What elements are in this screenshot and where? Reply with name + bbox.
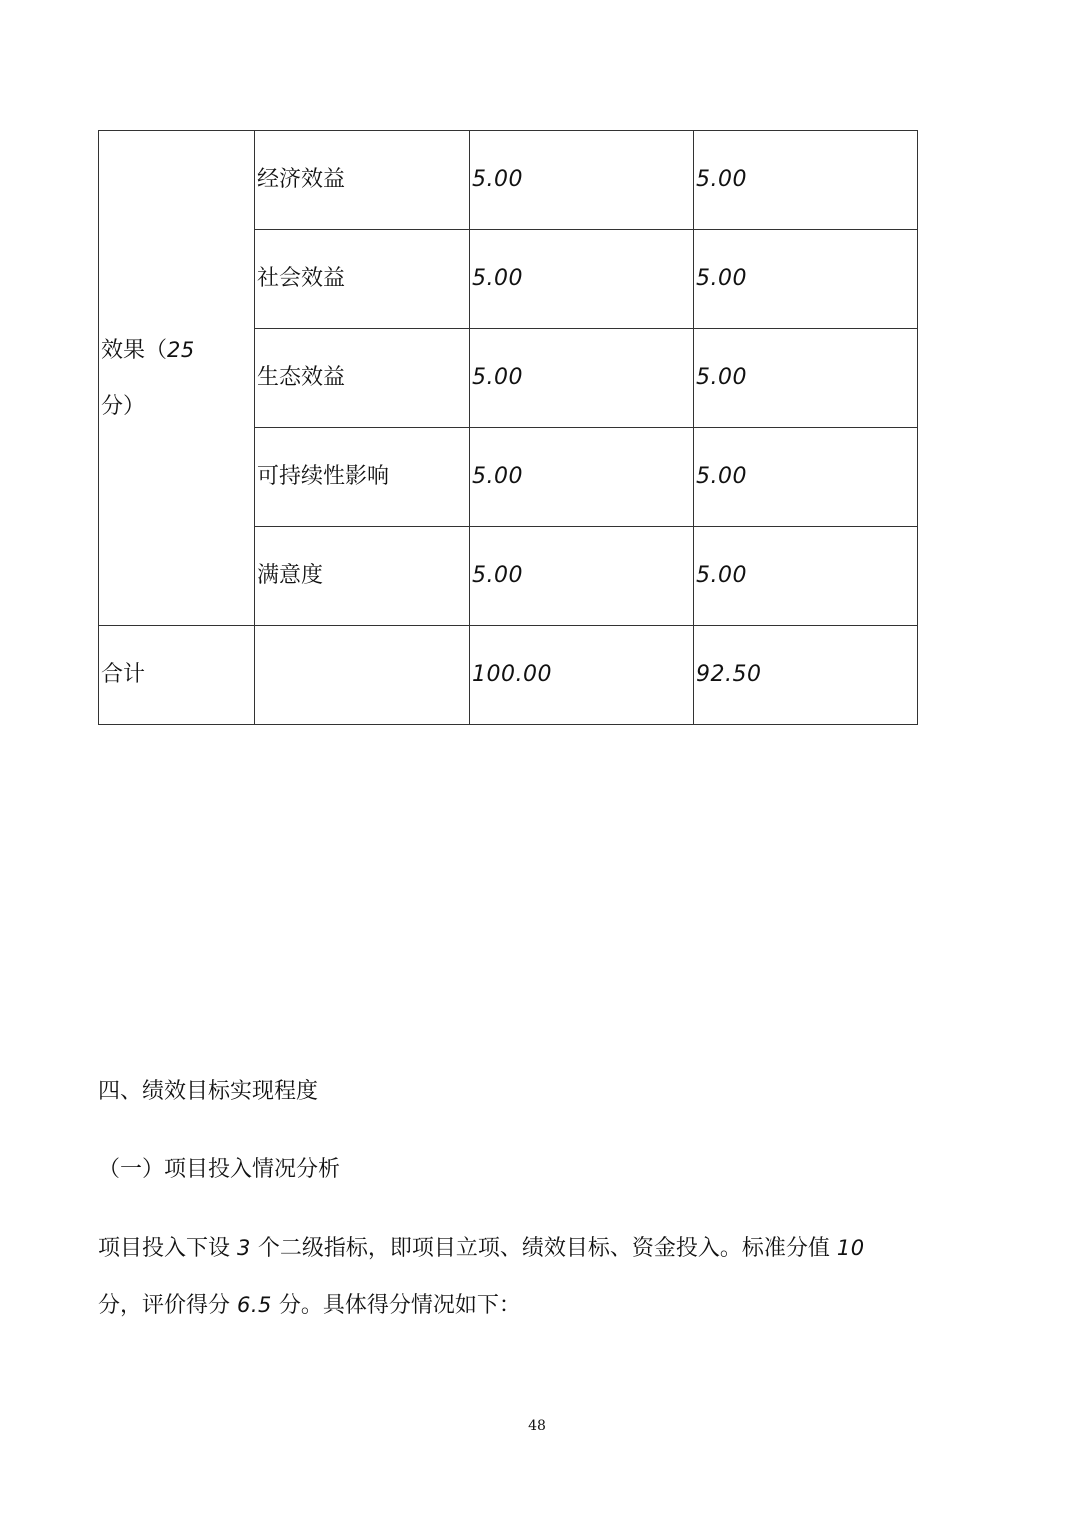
category-cell bbox=[99, 131, 255, 626]
paragraph-line-1 bbox=[98, 1235, 865, 1264]
score-table bbox=[98, 130, 918, 725]
section-subheading: （一）项目投入情况分析 bbox=[98, 1157, 341, 1182]
total-indicator-cell bbox=[255, 626, 470, 725]
category-unit: 分） bbox=[101, 393, 146, 419]
page-number: 48 bbox=[528, 1418, 546, 1434]
actual-score-cell: 5.00 bbox=[694, 131, 918, 230]
paragraph-text: 项目投入下设 bbox=[98, 1236, 237, 1261]
total-standard-cell: 100.00 bbox=[470, 626, 694, 725]
paragraph-number: 3 bbox=[237, 1236, 251, 1260]
section-heading: 四、绩效目标实现程度 bbox=[98, 1079, 319, 1104]
category-label: 效果（ bbox=[101, 337, 168, 363]
total-row bbox=[99, 626, 918, 725]
standard-score-cell: 5.00 bbox=[470, 131, 694, 230]
paragraph-number: 6.5 bbox=[237, 1293, 272, 1317]
paragraph-text: 分。具体得分情况如下： bbox=[271, 1293, 521, 1318]
standard-score-cell: 5.00 bbox=[470, 428, 694, 527]
standard-score-cell: 5.00 bbox=[470, 527, 694, 626]
indicator-cell: 可持续性影响 bbox=[255, 428, 470, 527]
standard-score-cell: 5.00 bbox=[470, 329, 694, 428]
standard-score-cell: 5.00 bbox=[470, 230, 694, 329]
paragraph-line-2 bbox=[98, 1292, 521, 1321]
paragraph-text: 分，评价得分 bbox=[98, 1293, 237, 1318]
indicator-cell: 生态效益 bbox=[255, 329, 470, 428]
category-score: 25 bbox=[167, 337, 195, 362]
actual-score-cell: 5.00 bbox=[694, 329, 918, 428]
actual-score-cell: 5.00 bbox=[694, 428, 918, 527]
total-label-cell: 合计 bbox=[99, 626, 255, 725]
table-row bbox=[99, 131, 918, 230]
indicator-cell: 社会效益 bbox=[255, 230, 470, 329]
actual-score-cell: 5.00 bbox=[694, 527, 918, 626]
actual-score-cell: 5.00 bbox=[694, 230, 918, 329]
paragraph-text: 个二级指标，即项目立项、绩效目标、资金投入。标准分值 bbox=[250, 1236, 837, 1261]
total-score-cell: 92.50 bbox=[694, 626, 918, 725]
paragraph-number: 10 bbox=[836, 1236, 865, 1260]
indicator-cell: 满意度 bbox=[255, 527, 470, 626]
indicator-cell: 经济效益 bbox=[255, 131, 470, 230]
